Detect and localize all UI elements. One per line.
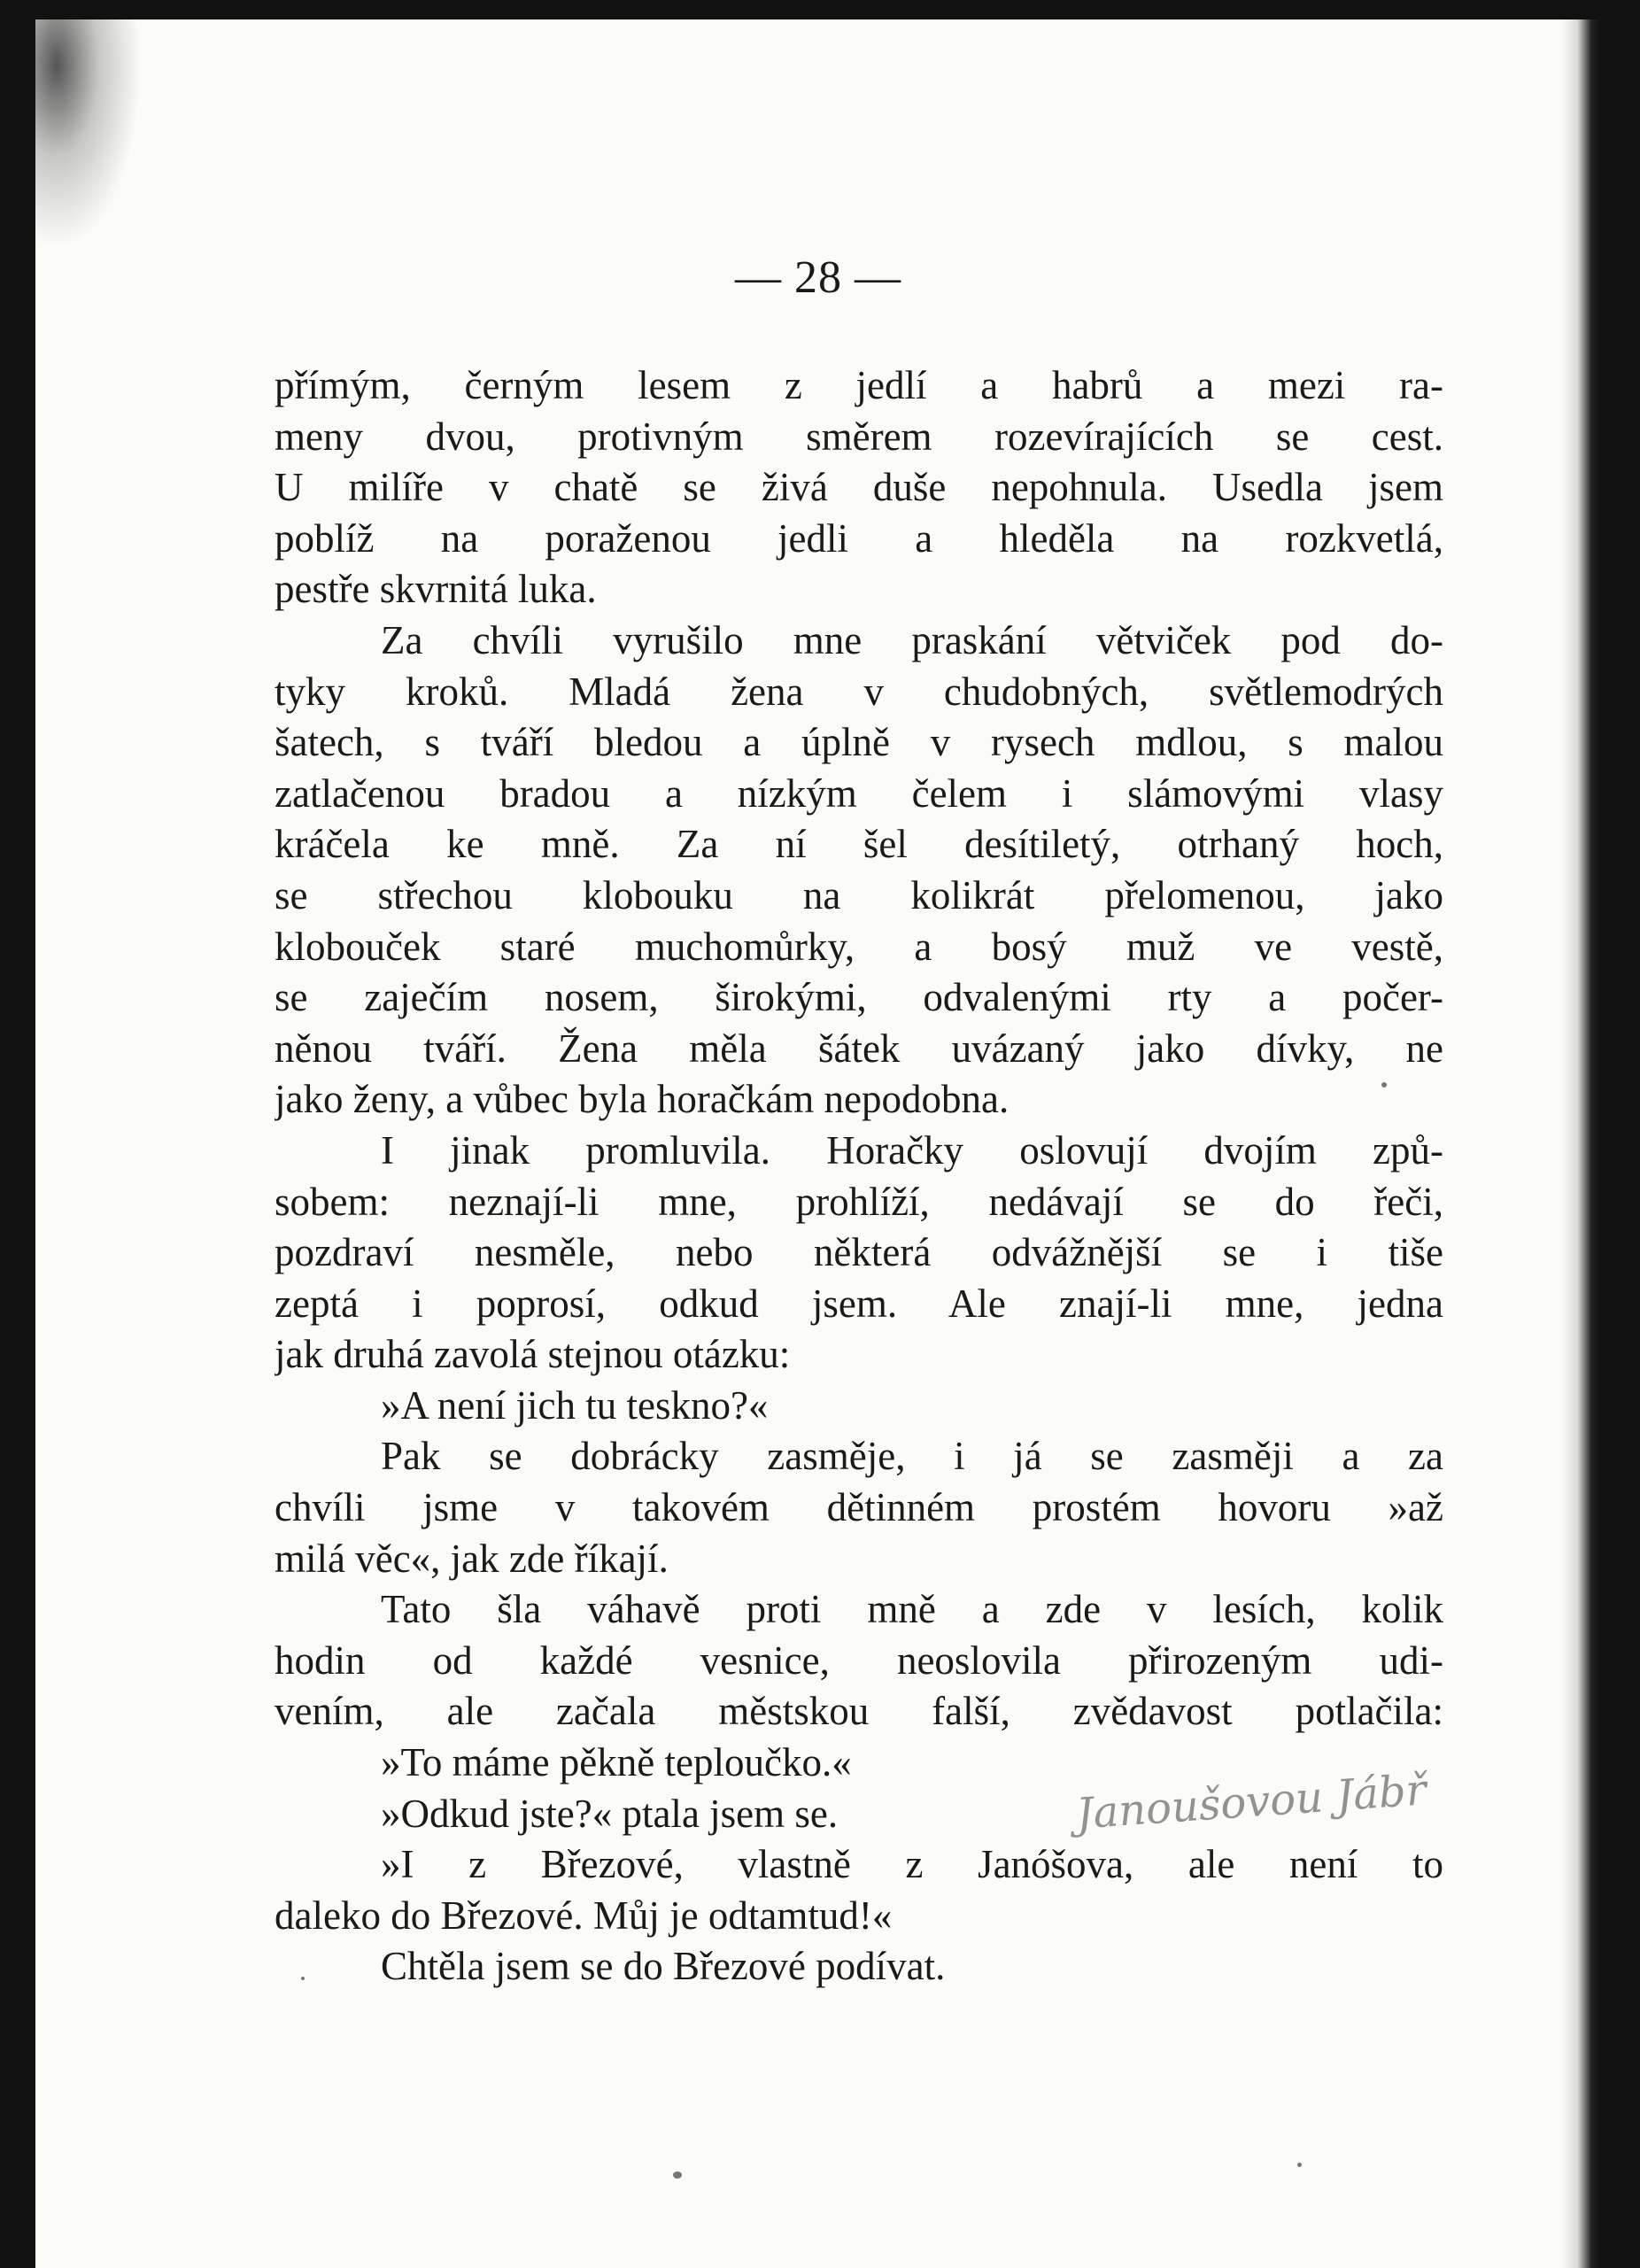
text-line: zatlačenou bradou a nízkým čelem i slámovými vlasy	[275, 770, 1443, 816]
scan-speck	[1381, 1082, 1387, 1088]
body-text	[275, 360, 1443, 1993]
text-line: klobouček staré muchomůrky, a bosý muž ve vestě,	[275, 924, 1443, 969]
scan-speck	[1297, 2163, 1302, 2167]
text-line: »Odkud jste?« ptala jsem se.	[381, 1791, 839, 1836]
text-line: šatech, s tváří bledou a úplně v rysech mdlou, s malou	[275, 720, 1443, 765]
scan-smudge	[35, 19, 142, 250]
text-line: kráčela ke mně. Za ní šel desítiletý, otrhaný hoch,	[275, 822, 1443, 867]
text-line: se střechou klobouku na kolikrát přelomenou, jako	[275, 872, 1443, 917]
text-line: Chtěla jsem se do Březové podívat.	[381, 1944, 946, 1989]
text-line: jak druhá zavolá stejnou otázku:	[275, 1332, 791, 1377]
text-line: hodin od každé vesnice, neoslovila přirozeným udi-	[275, 1637, 1443, 1683]
text-line: zeptá i poprosí, odkud jsem. Ale znají-li mne, jedna	[275, 1281, 1443, 1326]
text-line: Za chvíli vyrušilo mne praskání větviček pod do-	[381, 617, 1443, 662]
text-line: »I z Březové, vlastně z Janóšova, ale není to	[381, 1842, 1443, 1887]
scan-speck	[301, 1977, 305, 1980]
text-line: sobem: neznají-li mne, prohlíží, nedávají se do řeči,	[275, 1179, 1443, 1224]
scan-speck	[673, 2171, 682, 2179]
text-line: tyky kroků. Mladá žena v chudobných, světlemodrých	[275, 669, 1443, 714]
page-edge-shadow	[1562, 19, 1601, 2268]
text-line: pozdraví nesměle, nebo některá odvážnější se i tiše	[275, 1230, 1443, 1275]
handwritten-annotation: Janoušovou Jábř	[1074, 1765, 1428, 1839]
text-line: Tato šla váhavě proti mně a zde v lesích, kolik	[381, 1587, 1443, 1632]
text-line: jako ženy, a vůbec byla horačkám nepodobna.	[275, 1077, 1010, 1122]
text-line: pestře skvrnitá luka.	[275, 567, 597, 612]
text-line: přímým, černým lesem z jedlí a habrů a mezi ra-	[275, 363, 1443, 407]
text-line: daleko do Březové. Můj je odtamtud!«	[275, 1893, 893, 1938]
text-line: vením, ale začala městskou falší, zvědavost potlačila:	[275, 1689, 1443, 1734]
text-line: něnou tváří. Žena měla šátek uvázaný jako dívky, ne	[275, 1026, 1443, 1071]
text-line: U milíře v chatě se živá duše nepohnula. Usedla jsem	[275, 465, 1443, 510]
book-page	[35, 19, 1601, 2268]
text-line: poblíž na poraženou jedli a hleděla na rozkvetlá,	[275, 515, 1443, 561]
text-line: I jinak promluvila. Horačky oslovují dvojím způ-	[381, 1127, 1443, 1173]
text-line: milá věc«, jak zde říkají.	[275, 1536, 669, 1581]
text-line: »To máme pěkně teploučko.«	[381, 1740, 852, 1785]
text-line: Pak se dobrácky zasměje, i já se zasměji a za	[381, 1434, 1443, 1479]
page-number: — 28 —	[735, 252, 901, 303]
text-line: meny dvou, protivným směrem rozevírajících se cest.	[275, 414, 1443, 459]
text-line: chvíli jsme v takovém dětinném prostém hovoru »až	[275, 1485, 1443, 1530]
text-line: »A není jich tu teskno?«	[381, 1382, 769, 1428]
text-line: se zaječím nosem, širokými, odvalenými rty a počer-	[275, 975, 1443, 1020]
